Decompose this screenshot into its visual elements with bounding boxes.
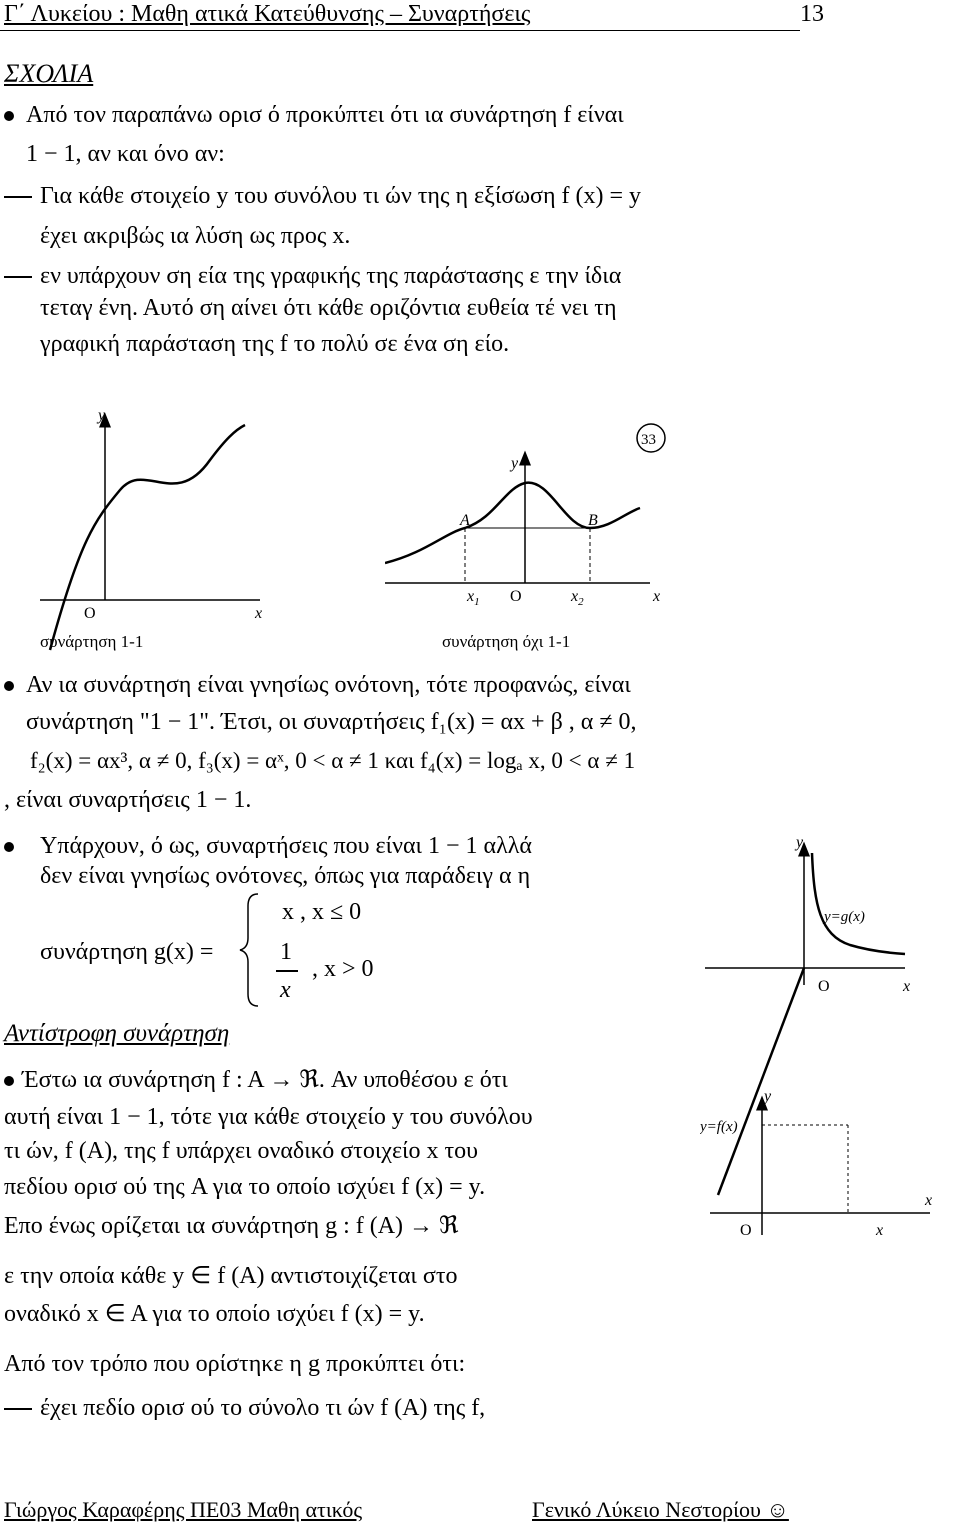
figure-not-one-to-one [385, 418, 685, 618]
curve-label: y=g(x) [824, 909, 865, 925]
dash-marker [4, 276, 32, 278]
x-label: x [653, 588, 661, 605]
footer-school: Γενικό Λύκειο Νεστορίου ☺ [532, 1497, 789, 1522]
bullet2-line2: συνάρτηση "1 − 1". Έτσι, οι συναρτήσεις f₁(x) = αx + β , α ≠ 0, [26, 709, 637, 735]
curve-label: y=f(x) [700, 1119, 738, 1135]
bullet-dot [4, 1076, 14, 1086]
x-label: x [903, 978, 911, 995]
dash2-line2: τεταγ ένη. Αυτό ση αίνει ότι κάθε οριζόντια ευθεία τέ νει τη [40, 295, 617, 321]
point-a-label: A [460, 512, 470, 529]
inverse-line4: πεδίου ορισ ού της A για το οποίο ισχύει f (x) = y. [4, 1174, 486, 1200]
inverse-line9: έχει πεδίο ορισ ού το σύνολο τι ών f (A) της f, [40, 1395, 486, 1421]
y-label: y [511, 455, 519, 472]
header-title: Γ΄ Λυκείου : Μαθη ατικά Κατεύθυνσης – Συναρτήσεις [4, 1, 531, 27]
bullet-dot [4, 842, 14, 852]
bullet1-line1: Από τον παραπάνω ορισ ό προκύπτει ότι ια συνάρτηση f είναι [26, 102, 624, 128]
curve [50, 425, 245, 650]
dash1-line1: Για κάθε στοιχείο y του συνόλου τι ών της η εξίσωση f (x) = y [40, 183, 642, 209]
figure-one-to-one [40, 400, 280, 660]
inverse-line8: Από τον τρόπο που ορίστηκε η g προκύπτει ότι: [4, 1351, 466, 1377]
section-title-scholia: ΣΧΟΛΙΑ [4, 59, 94, 88]
g-case2-condition: , x > 0 [312, 956, 374, 982]
bullet2-line4: , είναι συναρτήσεις 1 − 1. [4, 787, 252, 813]
dash2-line3: γραφική παράσταση της f το πολύ σε ένα ση είο. [40, 331, 510, 357]
dash2-line1: εν υπάρχουν ση εία της γραφικής της παράστασης ε την ίδια [40, 263, 622, 289]
origin-label: O [740, 1222, 752, 1239]
inverse-line2: αυτή είναι 1 − 1, τότε για κάθε στοιχείο y του συνόλου [4, 1104, 533, 1130]
x-label: x [876, 1222, 884, 1239]
y-label: y [764, 1088, 772, 1105]
footer-author: Γιώργος Καραφέρης ΠΕ03 Μαθη ατικός [4, 1497, 363, 1522]
header-rule [0, 30, 800, 31]
inverse-line3: τι ών, f (A), της f υπάρχει οναδικό στοιχείο x του [4, 1138, 478, 1164]
figure-f [700, 1085, 940, 1255]
dash-marker [4, 196, 32, 198]
bullet2-line1: Αν ια συνάρτηση είναι γνησίως ονότονη, τότε προφανώς, είναι [26, 672, 631, 698]
x1-label: $x_1$ [467, 588, 480, 608]
fig2-caption: συνάρτηση όχι 1-1 [442, 632, 571, 651]
x2-label: $x_2$ [571, 588, 584, 608]
inverse-line6: ε την οποία κάθε y ∈ f (A) αντιστοιχίζεται στο [4, 1263, 458, 1289]
inverse-line5: Επο ένως ορίζεται ια συνάρτηση g : f (A) → ℜ [4, 1213, 459, 1239]
dash1-line2: έχει ακριβώς ια λύση ως προς x. [40, 223, 351, 249]
bullet3-line1: Υπάρχουν, ό ως, συναρτήσεις που είναι 1 − 1 αλλά [40, 833, 532, 859]
g-prefix: συνάρτηση g(x) = [40, 939, 214, 965]
dash-marker [4, 1408, 32, 1410]
fraction-bar [276, 970, 298, 972]
section-title-inverse: Αντίστροφη συνάρτηση [4, 1020, 230, 1047]
inverse-line1: Έστω ια συνάρτηση f : A → ℜ. Αν υποθέσου ε ότι [22, 1067, 508, 1093]
g-case2-denominator: x [280, 977, 291, 1003]
bullet2-line3: f₂(x) = αx³, α ≠ 0, f₃(x) = αˣ, 0 < α ≠ 1 και f₄(x) = logₐ x, 0 < α ≠ 1 [30, 748, 636, 773]
point-b-label: B [588, 512, 598, 529]
origin-label: O [510, 588, 522, 605]
inverse-line7: οναδικό x ∈ A για το οποίο ισχύει f (x) = y. [4, 1301, 425, 1327]
origin-label: O [818, 978, 830, 995]
y-label: y [98, 407, 106, 424]
y-label: y [796, 835, 804, 851]
bullet3-line2: δεν είναι γνησίως ονότονες, όπως για παράδειγ α η [40, 863, 531, 889]
origin-label: O [84, 605, 96, 622]
bullet-dot [4, 111, 14, 121]
g-case2-numerator: 1 [280, 939, 292, 965]
bullet1-line2: 1 − 1, αν και όνο αν: [26, 141, 225, 167]
page-number: 13 [800, 1, 824, 27]
bullet-dot [4, 681, 14, 691]
piecewise-brace [238, 890, 262, 1010]
badge-number: 33 [641, 432, 656, 448]
fig1-caption: συνάρτηση 1-1 [40, 632, 144, 651]
curve-right [812, 853, 905, 954]
x-axis-end-label: x [925, 1192, 933, 1209]
x-label: x [255, 605, 263, 622]
g-case1: x , x ≤ 0 [282, 899, 362, 925]
curve [385, 483, 640, 563]
